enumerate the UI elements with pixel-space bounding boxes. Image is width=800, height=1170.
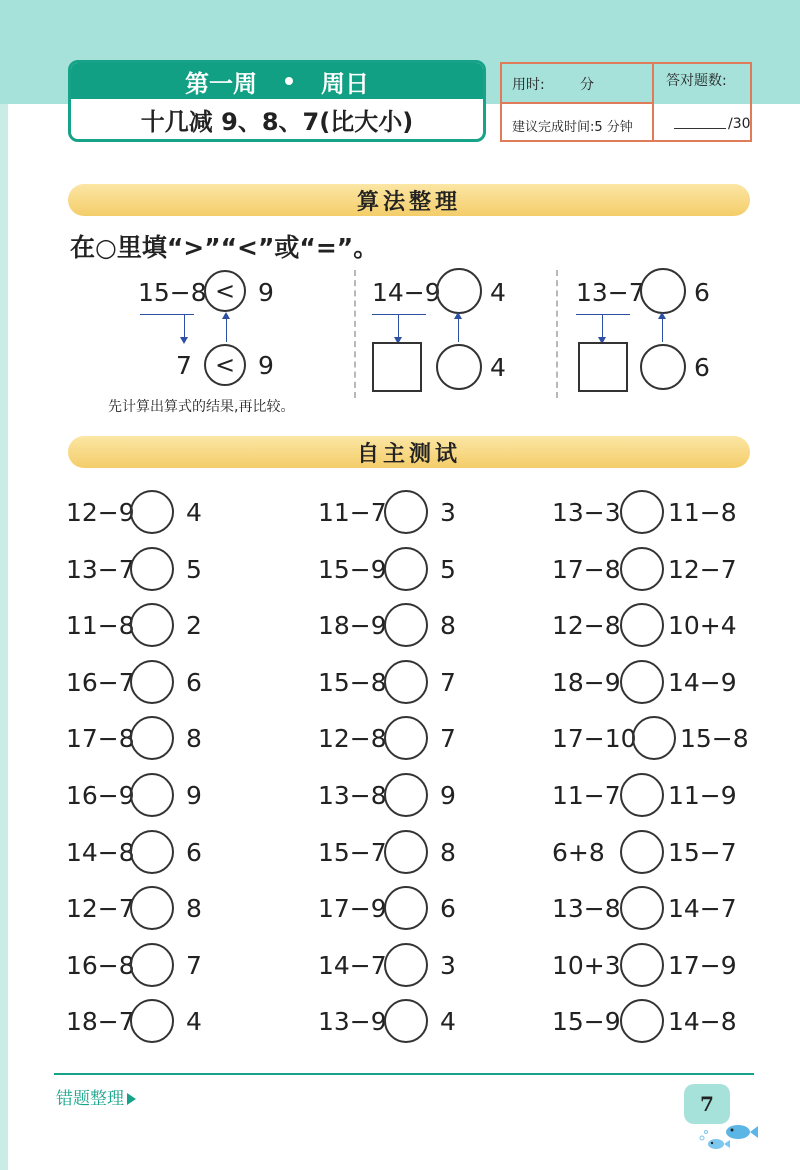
arrow-up-line	[458, 318, 459, 342]
problem-row	[552, 603, 772, 649]
problem-row	[552, 716, 772, 762]
problem-left: 18−9	[318, 611, 387, 641]
problem-row	[66, 603, 286, 649]
answer-circle[interactable]	[130, 773, 174, 817]
answer-circle[interactable]	[620, 886, 664, 930]
arrow-down-line	[602, 314, 603, 338]
score-box	[500, 62, 752, 142]
problem-left: 12−8	[318, 724, 387, 754]
problem-right: 15−8	[680, 724, 749, 754]
problem-left: 14−7	[318, 950, 387, 980]
problem-left: 15−7	[318, 837, 387, 867]
problem-row	[318, 716, 538, 762]
problem-left: 16−7	[66, 667, 135, 697]
problem-left: 18−7	[66, 1007, 135, 1037]
problem-right: 14−7	[668, 894, 737, 924]
problem-left: 13−9	[318, 1007, 387, 1037]
divider	[652, 64, 654, 140]
problem-left: 13−7	[66, 554, 135, 584]
problem-row	[318, 773, 538, 819]
problem-left: 15−9	[552, 1007, 621, 1037]
problem-left: 17−10	[552, 724, 637, 754]
problem-left: 17−8	[552, 554, 621, 584]
problem-row	[66, 999, 286, 1045]
problem-right: 8	[186, 894, 202, 924]
example-circle: <	[204, 270, 246, 312]
problem-row	[552, 490, 772, 536]
problem-right: 14−9	[668, 667, 737, 697]
problem-right: 7	[440, 667, 456, 697]
divider	[502, 102, 652, 104]
arrow-down-line	[398, 314, 399, 338]
answer-circle[interactable]	[130, 716, 174, 760]
dashed-divider	[354, 270, 356, 398]
problem-left: 17−9	[318, 894, 387, 924]
problem-row	[66, 886, 286, 932]
problem-row	[318, 999, 538, 1045]
problem-row	[66, 660, 286, 706]
problem-left: 10+3	[552, 950, 621, 980]
problem-right: 2	[186, 611, 202, 641]
problem-right: 12−7	[668, 554, 737, 584]
page-number: 7	[684, 1084, 730, 1124]
answer-circle[interactable]	[384, 547, 428, 591]
answer-circle[interactable]	[620, 603, 664, 647]
underline	[576, 314, 630, 315]
arrow-down-icon	[180, 337, 188, 344]
problem-right: 6	[440, 894, 456, 924]
answer-circle[interactable]	[436, 268, 482, 314]
day-label: 周日	[321, 69, 369, 98]
problem-row	[318, 943, 538, 989]
problem-left: 6+8	[552, 837, 605, 867]
problem-row	[318, 660, 538, 706]
example-circle: <	[204, 344, 246, 386]
correct-count-label: 答对题数:	[666, 73, 727, 89]
example-expression: 14−9	[372, 278, 441, 307]
answer-circle[interactable]	[384, 830, 428, 874]
problem-row	[318, 547, 538, 593]
title-week-day	[71, 63, 483, 99]
example-expression: 13−7	[576, 278, 645, 307]
problem-row	[552, 999, 772, 1045]
problem-right: 4	[440, 1007, 456, 1037]
example-compare-value: 4	[490, 353, 506, 382]
problem-row	[318, 830, 538, 876]
problem-row	[66, 490, 286, 536]
problem-right: 7	[186, 950, 202, 980]
problem-left: 12−8	[552, 611, 621, 641]
answer-circle[interactable]	[130, 886, 174, 930]
answer-circle[interactable]	[130, 830, 174, 874]
answer-box[interactable]	[578, 342, 628, 392]
problem-right: 8	[440, 837, 456, 867]
left-strip	[0, 104, 8, 1170]
arrow-up-line	[662, 318, 663, 342]
answer-circle[interactable]	[384, 999, 428, 1043]
problem-row	[552, 547, 772, 593]
mistake-review-label: 错题整理	[56, 1089, 124, 1109]
problem-left: 11−7	[318, 498, 387, 527]
problem-row	[552, 943, 772, 989]
problem-row	[66, 547, 286, 593]
section-banner-method: 算法整理	[68, 184, 750, 216]
arrow-down-line	[184, 314, 185, 338]
problem-row	[552, 886, 772, 932]
answer-circle[interactable]	[620, 773, 664, 817]
example-compare-value: 6	[694, 278, 710, 307]
time-label: 用时:	[512, 77, 545, 93]
problem-left: 13−3	[552, 498, 621, 527]
fish-icon	[696, 1118, 760, 1156]
problem-row	[66, 830, 286, 876]
problem-row	[318, 490, 538, 536]
problem-left: 16−9	[66, 781, 135, 810]
answer-circle[interactable]	[384, 603, 428, 647]
problem-left: 12−9	[66, 498, 135, 527]
problem-right: 11−9	[668, 781, 737, 810]
problem-row	[66, 716, 286, 762]
answer-circle[interactable]	[130, 660, 174, 704]
problem-right: 3	[440, 498, 456, 527]
footer-divider	[54, 1073, 754, 1075]
answer-circle[interactable]	[130, 603, 174, 647]
answer-circle[interactable]	[640, 268, 686, 314]
problem-right: 3	[440, 950, 456, 980]
example-compare-value: 6	[694, 353, 710, 382]
problem-left: 18−9	[552, 667, 621, 697]
answer-circle[interactable]	[130, 490, 174, 534]
answer-circle[interactable]	[620, 660, 664, 704]
mistake-review-link[interactable]	[56, 1084, 136, 1109]
answer-circle[interactable]	[130, 943, 174, 987]
arrow-up-icon	[658, 312, 666, 319]
problem-right: 6	[186, 837, 202, 867]
answer-box[interactable]	[372, 342, 422, 392]
problem-left: 13−8	[552, 894, 621, 924]
problem-right: 5	[440, 554, 456, 584]
play-arrow-icon	[127, 1093, 136, 1105]
lesson-title: 十几减 9、8、7(比大小)	[140, 107, 414, 136]
suggested-time: 建议完成时间:5 分钟	[512, 120, 633, 135]
problem-right: 11−8	[668, 498, 737, 527]
problem-right: 6	[186, 667, 202, 697]
answer-circle[interactable]	[436, 344, 482, 390]
problem-right: 9	[186, 781, 202, 810]
problem-left: 14−8	[66, 837, 135, 867]
answer-circle[interactable]	[384, 886, 428, 930]
problem-right: 4	[186, 1007, 202, 1037]
answer-circle[interactable]	[620, 547, 664, 591]
arrow-up-line	[226, 318, 227, 342]
problem-right: 10+4	[668, 611, 737, 641]
arrow-up-icon	[454, 312, 462, 319]
problem-right: 9	[440, 781, 456, 810]
minutes-label: 分	[580, 77, 594, 93]
answer-blank[interactable]	[674, 128, 726, 129]
example-expression: 15−8	[138, 278, 207, 307]
problem-left: 17−8	[66, 724, 135, 754]
week-label: 第一周	[185, 69, 257, 98]
underline	[372, 314, 426, 315]
problem-left: 16−8	[66, 950, 135, 980]
problem-row	[552, 660, 772, 706]
arrow-up-icon	[222, 312, 230, 319]
answer-circle[interactable]	[384, 490, 428, 534]
underline	[140, 314, 194, 315]
problem-left: 13−8	[318, 781, 387, 810]
dashed-divider	[556, 270, 558, 398]
instruction-text: 在○里填“>”“<”或“=”。	[70, 233, 379, 262]
problem-right: 5	[186, 554, 202, 584]
problem-left: 15−9	[318, 554, 387, 584]
problem-row	[66, 943, 286, 989]
problem-right: 17−9	[668, 950, 737, 980]
answer-circle[interactable]	[384, 716, 428, 760]
title-box	[68, 60, 486, 142]
problem-row	[66, 773, 286, 819]
problem-right: 7	[440, 724, 456, 754]
answer-circle[interactable]	[640, 344, 686, 390]
problem-right: 8	[186, 724, 202, 754]
hint-text: 先计算出算式的结果,再比较。	[108, 399, 295, 415]
problem-row	[552, 773, 772, 819]
problem-right: 8	[440, 611, 456, 641]
problem-left: 11−7	[552, 781, 621, 810]
problem-right: 4	[186, 498, 202, 527]
answer-circle[interactable]	[620, 490, 664, 534]
problem-row	[318, 603, 538, 649]
example-compare-value: 9	[258, 351, 274, 380]
problem-row	[552, 830, 772, 876]
problem-right: 15−7	[668, 837, 737, 867]
answer-circle[interactable]	[384, 773, 428, 817]
answer-circle[interactable]	[130, 999, 174, 1043]
answer-circle[interactable]	[620, 830, 664, 874]
total-count: /30	[728, 116, 751, 132]
answer-circle[interactable]	[130, 547, 174, 591]
example-compare-value: 4	[490, 278, 506, 307]
bullet-dot	[285, 77, 293, 85]
example-result: 7	[176, 351, 192, 380]
answer-circle[interactable]	[384, 660, 428, 704]
problem-left: 11−8	[66, 611, 135, 641]
section-banner-test: 自主测试	[68, 436, 750, 468]
example-compare-value: 9	[258, 278, 274, 307]
problem-left: 12−7	[66, 894, 135, 924]
answer-circle[interactable]	[620, 943, 664, 987]
answer-circle[interactable]	[620, 999, 664, 1043]
problem-right: 14−8	[668, 1007, 737, 1037]
answer-circle[interactable]	[632, 716, 676, 760]
answer-circle[interactable]	[384, 943, 428, 987]
problem-left: 15−8	[318, 667, 387, 697]
problem-row	[318, 886, 538, 932]
